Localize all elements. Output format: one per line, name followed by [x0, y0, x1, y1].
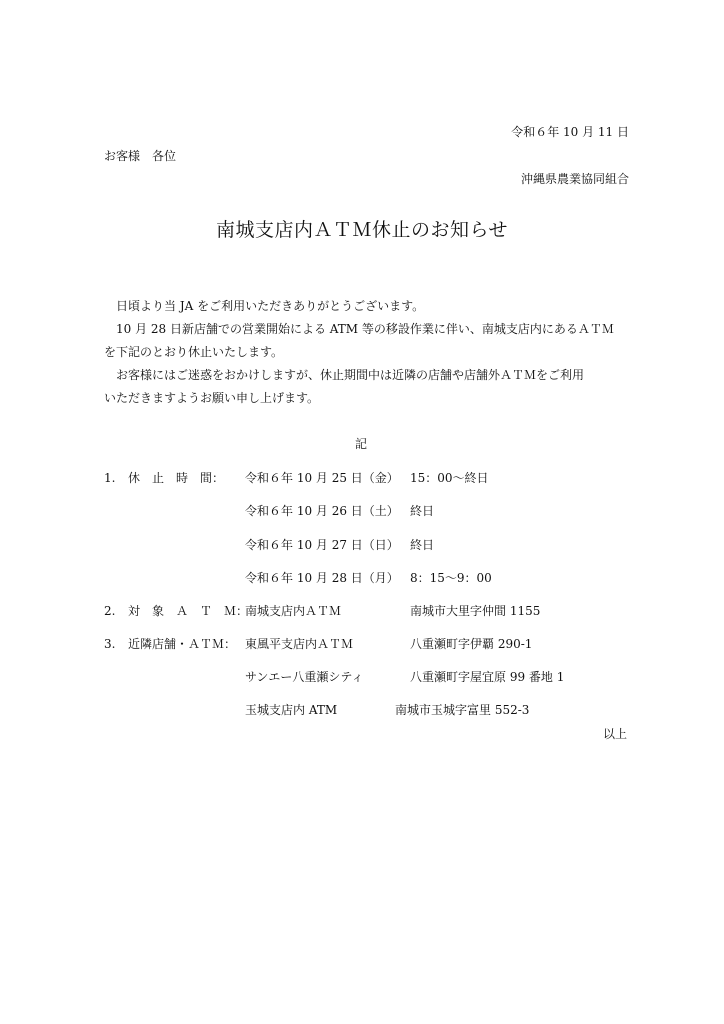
- item3-address-3: 南城市玉城字富里 552-3: [395, 703, 530, 717]
- item1-number: 1.: [104, 471, 116, 485]
- item3-atm-name-2: サンエー八重瀬シティ: [245, 670, 364, 684]
- item1-time-2: 終日: [410, 504, 435, 518]
- issuer-name: 沖縄県農業協同組合: [520, 172, 629, 186]
- item1-date-1: 令和６年 10 月 25 日（金）: [245, 471, 399, 485]
- page-title: 南城支店内ＡＴＭ休止のお知らせ: [216, 219, 508, 241]
- intro-line-4: お客様にはご迷惑をおかけしますが、休止期間中は近隣の店舗や店舗外ＡＴＭをご利用: [116, 368, 585, 382]
- addressee: お客様 各位: [104, 149, 177, 163]
- ki-heading: 記: [355, 437, 368, 451]
- item1-date-2: 令和６年 10 月 26 日（土）: [245, 504, 399, 518]
- intro-line-5: いただきますようお願い申し上げます。: [104, 391, 320, 405]
- item1-time-4: 8：15〜9：00: [410, 571, 492, 585]
- intro-line-3: を下記のとおり休止いたします。: [104, 345, 284, 359]
- closing-mark: 以上: [602, 727, 627, 741]
- item2-label: 対 象 Ａ Ｔ Ｍ：: [128, 604, 249, 618]
- item3-address-2: 八重瀬町字屋宜原 99 番地 1: [410, 670, 565, 684]
- item1-label: 休 止 時 間：: [128, 471, 225, 485]
- item1-time-3: 終日: [410, 538, 435, 552]
- item2-number: 2.: [104, 604, 116, 618]
- intro-line-1: 日頃より当 JA をご利用いただきありがとうございます。: [116, 299, 425, 313]
- item2-address: 南城市大里字仲間 1155: [410, 604, 541, 618]
- intro-line-2: 10 月 28 日新店舗での営業開始による ATM 等の移設作業に伴い、南城支店内にあるＡＴＭ: [116, 322, 614, 336]
- item1-time-1: 15：00〜終日: [410, 471, 489, 485]
- item3-atm-name-1: 東風平支店内ＡＴＭ: [245, 637, 354, 651]
- item3-label: 近隣店舗・ＡＴＭ：: [128, 637, 237, 651]
- document-date: 令和６年 10 月 11 日: [511, 125, 629, 139]
- item1-date-3: 令和６年 10 月 27 日（日）: [245, 538, 399, 552]
- item1-date-4: 令和６年 10 月 28 日（月）: [245, 571, 399, 585]
- item3-address-1: 八重瀬町字伊覇 290-1: [410, 637, 533, 651]
- item2-atm-name: 南城支店内ＡＴＭ: [245, 604, 342, 618]
- item3-atm-name-3: 玉城支店内 ATM: [245, 703, 338, 717]
- item3-number: 3.: [104, 637, 116, 651]
